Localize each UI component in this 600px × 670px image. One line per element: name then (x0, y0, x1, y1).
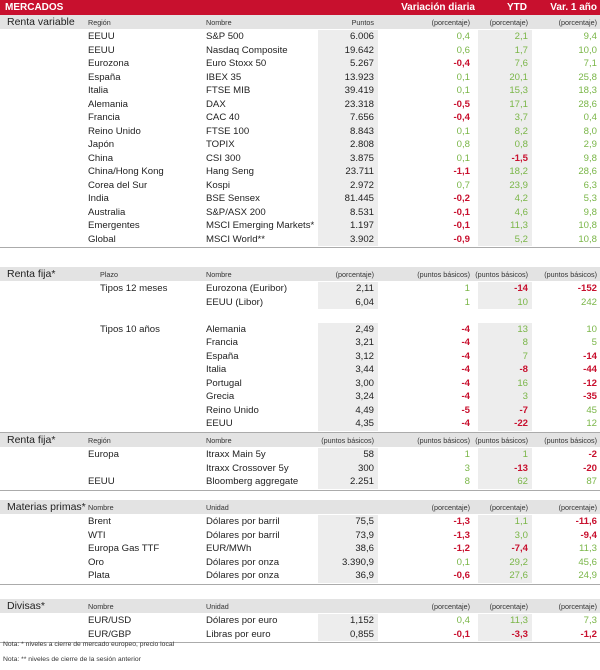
cell-nombre: MSCI World** (206, 233, 265, 245)
cell-year: 11,3 (579, 543, 597, 554)
column-header-nombre: Unidad (206, 503, 229, 512)
cell-nombre: EUR/MWh (206, 543, 252, 554)
column-header-daily: (porcentaje) (431, 503, 470, 512)
cell-valor: 3.902 (349, 233, 374, 245)
cell-nombre: MSCI Emerging Markets* (206, 220, 315, 231)
cell-nombre: FTSE 100 (206, 125, 250, 137)
column-header-ytd: (porcentaje) (489, 18, 528, 27)
cell-nombre: Reino Unido (206, 404, 259, 416)
cell-region: Reino Unido (88, 125, 141, 137)
col-year-header: Var. 1 año (550, 2, 597, 13)
cell-daily: -0,2 (453, 193, 470, 204)
cell-daily: -0,4 (453, 112, 470, 123)
cell-valor: 8.531 (349, 206, 374, 218)
cell-ytd: 17,1 (509, 98, 528, 110)
column-header-puntos: Puntos (351, 18, 374, 27)
cell-daily: -0,6 (453, 570, 470, 581)
cell-ytd: 3 (522, 391, 528, 402)
cell-valor: 2,11 (356, 283, 374, 294)
table-row (0, 475, 600, 489)
column-header-nombre: Unidad (206, 602, 229, 611)
cell-valor: 2,49 (355, 323, 374, 335)
cell-nombre: S&P 500 (206, 31, 244, 42)
cell-nombre: BSE Sensex (206, 193, 260, 204)
column-header-daily: (puntos básicos) (417, 270, 470, 279)
cell-nombre: TOPIX (206, 139, 235, 150)
cell-year: 9,8 (583, 206, 597, 218)
cell-ytd: 20,1 (509, 71, 528, 83)
cell-nombre: Libras por euro (206, 628, 271, 640)
cell-daily: -4 (461, 418, 470, 429)
table-row (0, 125, 600, 139)
table-row (0, 111, 600, 125)
cell-nombre: Dólares por onza (206, 556, 280, 568)
cell-region: EUR/GBP (88, 628, 132, 640)
cell-valor: 8.843 (349, 125, 374, 137)
cell-region: China (88, 152, 114, 164)
section-title: Renta variable (7, 16, 75, 28)
cell-ytd: 15,3 (509, 85, 528, 96)
cell-nombre: Grecia (206, 391, 235, 402)
cell-region: Plata (88, 570, 110, 581)
cell-year: 8,0 (583, 125, 597, 137)
table-row (0, 71, 600, 85)
table-row (0, 44, 600, 58)
cell-region: España (88, 71, 121, 83)
materias-primas-section-header (0, 500, 600, 514)
cell-valor: 36,9 (355, 570, 374, 581)
cell-nombre: Dólares por onza (206, 570, 280, 581)
cell-daily: -4 (461, 377, 470, 389)
column-header-year: (porcentaje) (558, 503, 597, 512)
cell-year: 7,1 (583, 58, 597, 69)
cell-ytd: 16 (517, 377, 528, 389)
cell-year: 10 (586, 323, 597, 335)
cell-year: -9,4 (580, 529, 597, 541)
cell-daily: 0,4 (456, 31, 470, 42)
cell-nombre: S&P/ASX 200 (206, 206, 266, 218)
cell-valor: 19.642 (344, 44, 374, 56)
cell-ytd: -14 (514, 283, 528, 294)
cell-ytd: 8,2 (514, 125, 528, 137)
cell-ytd: 13 (517, 323, 528, 335)
cell-ytd: 7 (522, 350, 528, 362)
cell-daily: 0,4 (456, 615, 470, 626)
cell-nombre: Itraxx Crossover 5y (206, 462, 289, 474)
table-row (0, 529, 600, 543)
cell-ytd: 0,8 (514, 139, 528, 150)
cell-valor: 73,9 (355, 529, 374, 541)
table-row (0, 152, 600, 166)
cell-daily: -1,2 (453, 543, 470, 554)
cell-nombre: Bloomberg aggregate (206, 476, 299, 487)
cell-ytd: 10 (517, 296, 528, 308)
cell-year: 6,3 (583, 179, 597, 191)
cell-region: Tipos 12 meses (100, 283, 168, 294)
renta-fija-2-section-header (0, 433, 600, 447)
cell-year: 2,9 (583, 139, 597, 150)
cell-daily: -4 (461, 364, 470, 375)
cell-ytd: 3,7 (514, 112, 528, 123)
cell-ytd: 3,0 (514, 529, 528, 541)
cell-ytd: 1,7 (514, 44, 528, 56)
cell-region: EUR/USD (88, 615, 132, 626)
cell-nombre: FTSE MIB (206, 85, 251, 96)
table-row (0, 542, 600, 556)
cell-year: 242 (580, 296, 597, 308)
cell-ytd: 7,6 (514, 58, 528, 69)
cell-ytd: 4,2 (514, 193, 528, 204)
cell-ytd: -1,5 (511, 152, 528, 164)
cell-ytd: -7,4 (511, 543, 528, 554)
cell-year: 45,6 (578, 556, 597, 568)
cell-daily: 1 (464, 296, 470, 308)
column-header-ytd: (porcentaje) (489, 602, 528, 611)
cell-ytd: 62 (517, 476, 528, 487)
cell-year: -44 (583, 364, 597, 375)
table-row (0, 614, 600, 628)
cell-year: 28,6 (578, 166, 597, 177)
cell-nombre: Dólares por euro (206, 615, 278, 626)
table-row (0, 515, 600, 529)
cell-ytd: 2,1 (514, 31, 528, 42)
cell-daily: -0,1 (453, 220, 470, 231)
cell-nombre: IBEX 35 (206, 71, 242, 83)
cell-valor: 58 (363, 449, 374, 460)
column-header-region: Plazo (100, 270, 118, 279)
column-header-nombre: Nombre (206, 270, 232, 279)
cell-nombre: EEUU (206, 418, 233, 429)
column-header-year: (puntos básicos) (544, 270, 597, 279)
cell-year: 5 (591, 337, 597, 348)
column-header-region: Región (88, 18, 111, 27)
cell-valor: 23.711 (345, 166, 374, 177)
table-row (0, 336, 600, 350)
column-header-nombre: Nombre (206, 18, 232, 27)
table-row (0, 323, 600, 337)
table-row (0, 57, 600, 71)
cell-daily: -4 (461, 391, 470, 402)
cell-year: 45 (586, 404, 597, 416)
column-header-ytd: (puntos básicos) (475, 436, 528, 445)
column-header-ytd: (porcentaje) (489, 503, 528, 512)
cell-daily: 0,1 (456, 71, 470, 83)
cell-ytd: 11,3 (510, 220, 528, 231)
cell-region: EEUU (88, 44, 115, 56)
section-title: Materias primas* (7, 501, 86, 513)
cell-year: -12 (583, 377, 597, 389)
cell-daily: -1,3 (453, 516, 470, 527)
cell-valor: 7.656 (349, 112, 374, 123)
column-header-year: (porcentaje) (558, 602, 597, 611)
table-row (0, 192, 600, 206)
cell-nombre: Euro Stoxx 50 (206, 58, 267, 69)
cell-region: Alemania (88, 98, 128, 110)
cell-nombre: Dólares por barril (206, 516, 280, 527)
cell-valor: 0,855 (349, 628, 374, 640)
cell-daily: -1,1 (453, 166, 470, 177)
cell-daily: 8 (464, 476, 470, 487)
cell-ytd: -3,3 (511, 628, 528, 640)
cell-valor: 2.251 (349, 476, 374, 487)
cell-nombre: Dólares por barril (206, 529, 280, 541)
cell-ytd: -8 (519, 364, 528, 375)
cell-valor: 2.972 (349, 179, 374, 191)
column-header-region: Nombre (88, 602, 114, 611)
cell-daily: -0,1 (453, 206, 470, 218)
cell-region: Japón (88, 139, 115, 150)
cell-valor: 3,21 (355, 337, 374, 348)
table-row (0, 448, 600, 462)
cell-daily: -0,5 (453, 98, 470, 110)
cell-valor: 6,04 (355, 296, 374, 308)
cell-nombre: Portugal (206, 377, 242, 389)
cell-nombre: CAC 40 (206, 112, 240, 123)
cell-nombre: España (206, 350, 239, 362)
cell-ytd: 4,6 (514, 206, 528, 218)
cell-valor: 300 (357, 462, 374, 474)
cell-region: Oro (88, 556, 104, 568)
cell-ytd: -22 (514, 418, 528, 429)
cell-ytd: -13 (514, 462, 528, 474)
cell-region: Europa (88, 449, 119, 460)
col-daily-header: Variación diaria (401, 2, 475, 13)
cell-year: 0,4 (583, 112, 597, 123)
column-header-region: Región (88, 436, 111, 445)
cell-valor: 3.875 (349, 152, 374, 164)
cell-nombre: Kospi (206, 179, 230, 191)
column-header-nombre: Nombre (206, 436, 232, 445)
note-1: Nota: * niveles a cierre de mercado europeo, precio local (3, 641, 175, 648)
section-title: Renta fija* (7, 434, 56, 446)
cell-ytd: -7 (519, 404, 528, 416)
cell-daily: 1 (464, 283, 470, 294)
cell-year: -2 (588, 449, 597, 460)
section-divider (0, 584, 600, 585)
table-row (0, 282, 600, 296)
table-row (0, 363, 600, 377)
cell-valor: 1.197 (349, 220, 374, 231)
cell-valor: 3.390,9 (341, 556, 374, 568)
table-row (0, 98, 600, 112)
cell-daily: -4 (461, 323, 470, 335)
cell-daily: -4 (461, 350, 470, 362)
cell-region: EEUU (88, 476, 115, 487)
cell-daily: 0,1 (456, 556, 470, 568)
cell-region: EEUU (88, 31, 115, 42)
cell-year: 25,8 (578, 71, 597, 83)
cell-valor: 39.419 (344, 85, 374, 96)
table-row (0, 296, 600, 310)
cell-year: 5,3 (583, 193, 597, 204)
cell-region: Italia (88, 85, 109, 96)
table-row (0, 219, 600, 233)
cell-nombre: Italia (206, 364, 227, 375)
table-row (0, 165, 600, 179)
section-divider (0, 490, 600, 491)
table-row (0, 628, 600, 642)
section-title: Divisas* (7, 600, 45, 612)
cell-year: 12 (586, 418, 597, 429)
section-divider (0, 247, 600, 248)
cell-nombre: EEUU (Libor) (206, 296, 264, 308)
cell-ytd: 5,2 (514, 233, 528, 245)
section-title: Renta fija* (7, 268, 56, 280)
cell-daily: 0,1 (456, 85, 470, 96)
table-row (0, 179, 600, 193)
cell-year: -14 (583, 350, 597, 362)
cell-daily: -4 (461, 337, 470, 348)
cell-year: -1,2 (580, 628, 597, 640)
column-header-daily: (porcentaje) (431, 18, 470, 27)
cell-ytd: 1,1 (514, 516, 528, 527)
cell-valor: 3,12 (355, 350, 374, 362)
table-row (0, 390, 600, 404)
table-row (0, 309, 600, 323)
cell-nombre: Nasdaq Composite (206, 44, 288, 56)
cell-nombre: Francia (206, 337, 238, 348)
cell-ytd: 23,9 (509, 179, 528, 191)
column-header-year: (puntos básicos) (544, 436, 597, 445)
cell-year: 87 (586, 476, 597, 487)
cell-nombre: Itraxx Main 5y (206, 449, 266, 460)
cell-nombre: Alemania (206, 323, 246, 335)
cell-region: Europa Gas TTF (88, 543, 160, 554)
cell-ytd: 18,2 (509, 166, 528, 177)
cell-year: 10,0 (578, 44, 597, 56)
cell-ytd: 27,6 (509, 570, 528, 581)
cell-region: Australia (88, 206, 126, 218)
markets-title: MERCADOS (5, 2, 64, 13)
cell-year: -11,6 (575, 516, 597, 527)
cell-valor: 5.267 (349, 58, 374, 69)
cell-valor: 3,24 (355, 391, 374, 402)
cell-year: 10,8 (578, 220, 597, 231)
renta-variable-section-header (0, 15, 600, 29)
cell-daily: 0,8 (456, 139, 470, 150)
cell-daily: 0,1 (456, 152, 470, 164)
note-2: Nota: ** niveles de cierre de la sesión anterior (3, 656, 141, 663)
cell-daily: -0,9 (453, 233, 470, 245)
cell-valor: 38,6 (355, 543, 374, 554)
cell-region: Francia (88, 112, 120, 123)
cell-ytd: 29,2 (509, 556, 528, 568)
cell-valor: 4,35 (355, 418, 374, 429)
column-header-year: (porcentaje) (558, 18, 597, 27)
col-ytd-header: YTD (507, 2, 527, 13)
cell-nombre: CSI 300 (206, 152, 241, 164)
table-row (0, 569, 600, 583)
cell-year: 9,4 (583, 31, 597, 42)
cell-region: Eurozona (88, 58, 130, 69)
column-header-puntos: (puntos básicos) (321, 436, 374, 445)
cell-valor: 81.445 (344, 193, 374, 204)
cell-nombre: Eurozona (Euribor) (206, 283, 288, 294)
cell-valor: 75,5 (355, 516, 374, 527)
cell-ytd: 11,3 (510, 615, 528, 626)
cell-daily: -1,3 (453, 529, 470, 541)
cell-ytd: 8 (522, 337, 528, 348)
cell-daily: 0,6 (456, 44, 470, 56)
column-header-daily: (porcentaje) (431, 602, 470, 611)
column-header-daily: (puntos básicos) (417, 436, 470, 445)
cell-region: Tipos 10 años (100, 323, 160, 335)
cell-year: -35 (583, 391, 597, 402)
table-row (0, 30, 600, 44)
cell-valor: 23.318 (344, 98, 374, 110)
cell-valor: 4,49 (355, 404, 374, 416)
table-row (0, 350, 600, 364)
column-header-region: Nombre (88, 503, 114, 512)
cell-region: Brent (88, 516, 111, 527)
cell-year: -152 (577, 283, 597, 294)
cell-daily: 0,7 (456, 179, 470, 191)
column-header-ytd: (puntos básicos) (475, 270, 528, 279)
cell-year: 10,8 (578, 233, 597, 245)
table-row (0, 206, 600, 220)
table-row (0, 138, 600, 152)
cell-valor: 2.808 (349, 139, 374, 150)
cell-ytd: 1 (522, 449, 528, 460)
cell-daily: 1 (464, 449, 470, 460)
cell-valor: 3,44 (355, 364, 374, 375)
table-row (0, 84, 600, 98)
cell-year: 9,8 (583, 152, 597, 164)
cell-region: WTI (88, 529, 106, 541)
cell-valor: 6.006 (349, 31, 374, 42)
column-header-puntos: (porcentaje) (335, 270, 374, 279)
cell-valor: 13.923 (344, 71, 374, 83)
markets-header-bar (0, 0, 600, 15)
divisas-section-header (0, 599, 600, 613)
cell-year: 7,3 (583, 615, 597, 626)
cell-nombre: DAX (206, 98, 226, 110)
cell-region: Emergentes (88, 220, 140, 231)
cell-region: India (88, 193, 109, 204)
table-row (0, 417, 600, 431)
cell-daily: 0,1 (456, 125, 470, 137)
cell-year: 28,6 (578, 98, 597, 110)
table-row (0, 377, 600, 391)
cell-daily: -5 (461, 404, 470, 416)
cell-region: China/Hong Kong (88, 166, 164, 177)
renta-fija-1-section-header (0, 267, 600, 281)
cell-valor: 1,152 (349, 615, 374, 626)
cell-year: -20 (583, 462, 597, 474)
cell-valor: 3,00 (355, 377, 374, 389)
cell-year: 18,3 (578, 85, 597, 96)
cell-year: 24,9 (578, 570, 597, 581)
table-row (0, 233, 600, 247)
table-row (0, 404, 600, 418)
cell-daily: -0,4 (453, 58, 470, 69)
cell-region: Global (88, 233, 116, 245)
cell-daily: -0,1 (453, 628, 470, 640)
cell-nombre: Hang Seng (206, 166, 255, 177)
cell-region: Corea del Sur (88, 179, 148, 191)
cell-daily: 3 (464, 462, 470, 474)
table-row (0, 556, 600, 570)
table-row (0, 462, 600, 476)
